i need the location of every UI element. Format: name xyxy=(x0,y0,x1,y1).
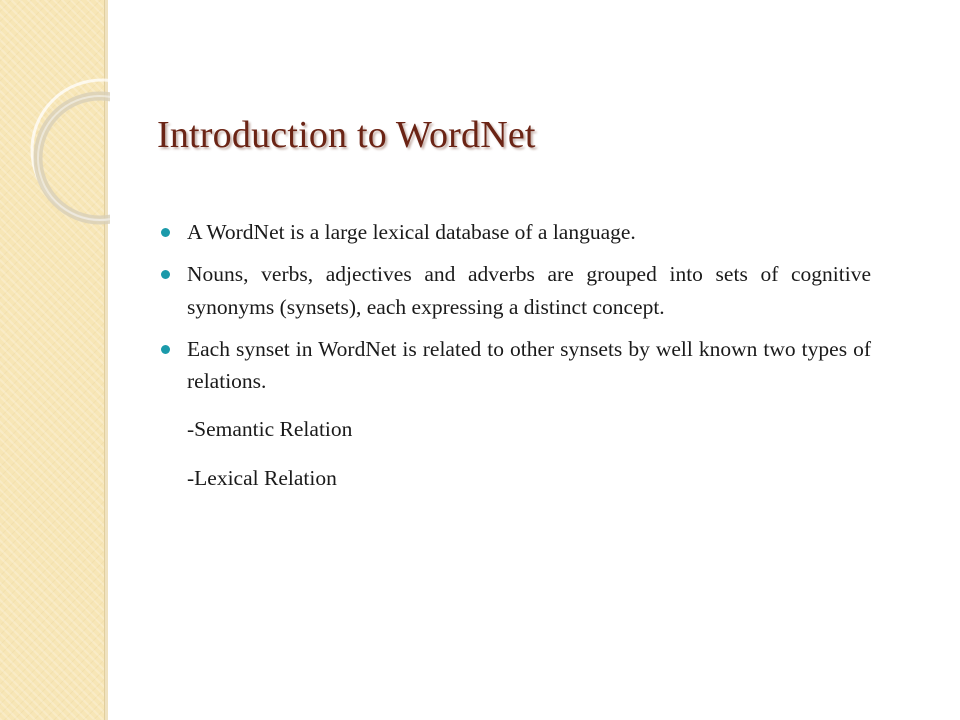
sub-item-lexical-relation: -Lexical Relation xyxy=(187,465,337,490)
decorative-ring-highlight xyxy=(38,96,110,220)
sub-item-semantic-relation: -Semantic Relation xyxy=(187,417,353,442)
slide-title: Introduction to WordNet xyxy=(157,114,536,156)
bullet-list xyxy=(161,216,871,494)
bullet-item: Each synset in WordNet is related to other synsets by well known two types of relations. xyxy=(161,333,871,398)
bullet-item: Nouns, verbs, adjectives and adverbs are grouped into sets of cognitive synonyms (synsets), each expressing a distinct concept. xyxy=(161,258,871,323)
decorative-rings xyxy=(0,0,110,230)
bullet-item: A WordNet is a large lexical database of a language. xyxy=(161,216,871,248)
decorative-ring-inner xyxy=(38,96,110,220)
